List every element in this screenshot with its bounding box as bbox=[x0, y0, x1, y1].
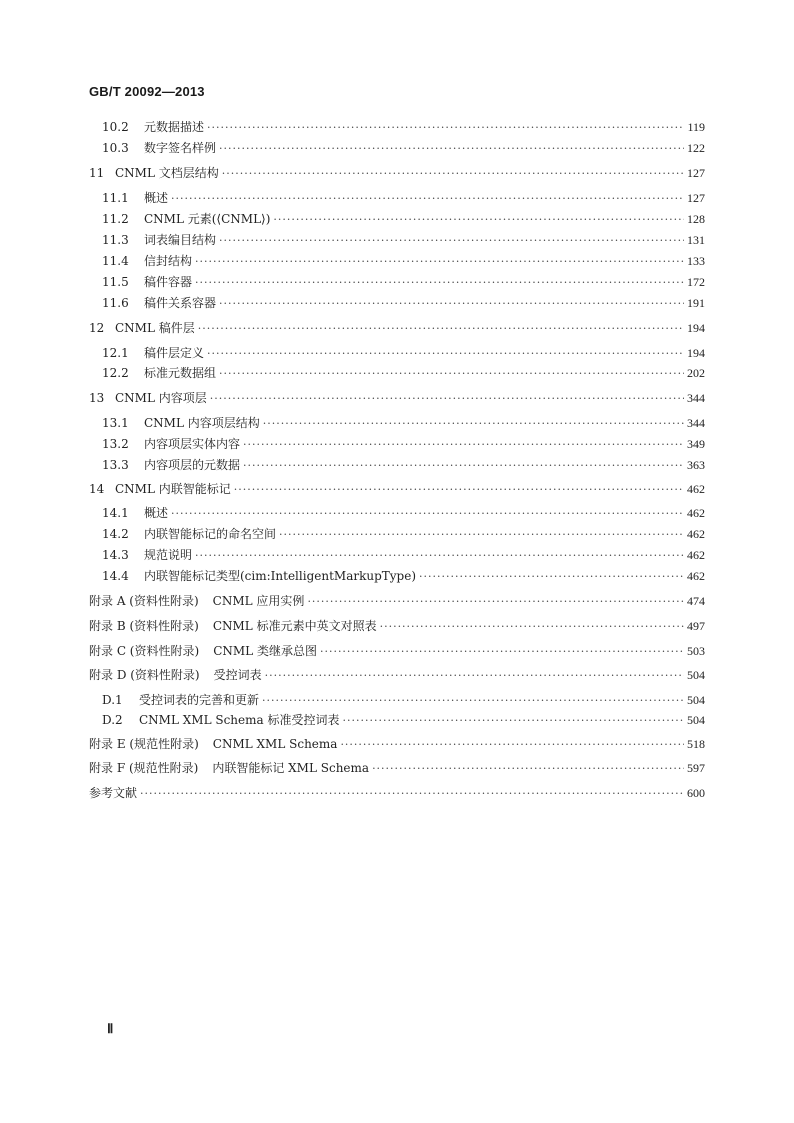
dot-leader bbox=[198, 320, 684, 338]
toc-entry-title: CNML 应用实例 bbox=[212, 594, 305, 608]
toc-entry-title: CNML 标准元素中英文对照表 bbox=[212, 619, 377, 633]
dot-leader bbox=[207, 119, 684, 137]
toc-entry-title: CNML 内联智能标记 bbox=[115, 482, 231, 496]
dot-leader bbox=[243, 436, 684, 454]
toc-entry-title: 内容项层的元数据 bbox=[144, 458, 241, 472]
toc-entry-title: CNML 内容项层 bbox=[115, 391, 207, 405]
toc-entry-title: 数字签名样例 bbox=[144, 141, 217, 155]
toc-entry-number: 14.4 bbox=[102, 569, 129, 583]
dot-leader bbox=[265, 667, 684, 685]
toc-entry-number: 11.3 bbox=[102, 233, 129, 247]
toc-entry-title: CNML 文档层结构 bbox=[115, 166, 219, 180]
toc-entry-page: 462 bbox=[687, 548, 705, 562]
toc-entry-title: 内联智能标记 XML Schema bbox=[212, 761, 370, 775]
toc-entry bbox=[89, 504, 705, 522]
dot-leader bbox=[307, 593, 684, 611]
dot-leader bbox=[419, 568, 684, 586]
dot-leader bbox=[343, 712, 685, 730]
toc-entry-page: 504 bbox=[687, 668, 705, 682]
toc-entry bbox=[89, 164, 705, 182]
toc-entry bbox=[89, 525, 705, 543]
toc-entry bbox=[89, 319, 705, 337]
toc-entry-page: 122 bbox=[687, 141, 705, 155]
dot-leader bbox=[210, 390, 684, 408]
toc-entry-title: 稿件关系容器 bbox=[144, 296, 217, 310]
toc-entry-title: CNML 稿件层 bbox=[115, 321, 195, 335]
toc-entry-number: 13.3 bbox=[102, 458, 129, 472]
toc-entry-page: 128 bbox=[687, 212, 705, 226]
toc-entry-page: 363 bbox=[687, 458, 705, 472]
dot-leader bbox=[234, 481, 684, 499]
toc-entry bbox=[89, 231, 705, 249]
toc-entry bbox=[89, 784, 705, 802]
toc-entry-number: 附录 A (资料性附录) bbox=[89, 594, 199, 608]
toc-entry bbox=[89, 480, 705, 498]
toc-entry-page: 597 bbox=[687, 761, 705, 775]
dot-leader bbox=[207, 345, 684, 363]
toc-entry-number: 附录 F (规范性附录) bbox=[89, 761, 199, 775]
toc-entry bbox=[89, 456, 705, 474]
toc-entry-page: 191 bbox=[687, 296, 705, 310]
dot-leader bbox=[372, 760, 684, 778]
toc-entry-title: 概述 bbox=[144, 506, 169, 520]
toc-entry-number: 10.2 bbox=[102, 120, 129, 134]
toc-entry-page: 504 bbox=[687, 713, 705, 727]
toc-entry-number: D.1 bbox=[102, 693, 123, 707]
toc-entry-page: 202 bbox=[687, 366, 705, 380]
toc-entry-page: 127 bbox=[687, 191, 705, 205]
toc-entry bbox=[89, 642, 705, 660]
dot-leader bbox=[219, 365, 684, 383]
toc-entry-page: 504 bbox=[687, 693, 705, 707]
toc-entry-number: 附录 B (资料性附录) bbox=[89, 619, 199, 633]
toc-entry-page: 349 bbox=[687, 437, 705, 451]
toc-entry-title: 内容项层实体内容 bbox=[144, 437, 241, 451]
toc-entry-number: 附录 C (资料性附录) bbox=[89, 644, 200, 658]
dot-leader bbox=[279, 526, 684, 544]
toc-entry-number: 11 bbox=[89, 166, 105, 180]
toc-entry bbox=[89, 139, 705, 157]
toc-entry bbox=[89, 252, 705, 270]
dot-leader bbox=[320, 643, 684, 661]
toc-entry bbox=[89, 711, 705, 729]
toc-entry bbox=[89, 344, 705, 362]
toc-entry-title: CNML 元素(⟨CNML⟩) bbox=[144, 212, 271, 226]
toc-entry-number: 10.3 bbox=[102, 141, 129, 155]
toc-entry-page: 600 bbox=[687, 786, 705, 800]
dot-leader bbox=[219, 232, 684, 250]
dot-leader bbox=[263, 415, 684, 433]
toc-entry-number: 附录 E (规范性附录) bbox=[89, 737, 199, 751]
toc-entry-title: 稿件容器 bbox=[144, 275, 193, 289]
toc-entry-number: 14.1 bbox=[102, 506, 129, 520]
toc-entry-page: 194 bbox=[687, 321, 705, 335]
toc-entry-title: 词表编目结构 bbox=[144, 233, 217, 247]
toc-entry-number: 12.2 bbox=[102, 366, 129, 380]
dot-leader bbox=[219, 295, 684, 313]
toc-entry-title: CNML 内容项层结构 bbox=[144, 416, 260, 430]
toc-entry-number: 13.2 bbox=[102, 437, 129, 451]
toc-entry-number: 14.2 bbox=[102, 527, 129, 541]
toc-entry bbox=[89, 210, 705, 228]
toc-entry-title: 受控词表 bbox=[213, 668, 262, 682]
dot-leader bbox=[219, 140, 684, 158]
toc-entry-title: 参考文献 bbox=[89, 786, 138, 800]
toc-entry-title: 内联智能标记类型(cim:IntelligentMarkupType) bbox=[144, 569, 417, 583]
toc-entry bbox=[89, 364, 705, 382]
toc-entry-title: 稿件层定义 bbox=[144, 346, 205, 360]
toc-entry-page: 503 bbox=[687, 644, 705, 658]
toc-entry-page: 462 bbox=[687, 482, 705, 496]
toc-entry bbox=[89, 273, 705, 291]
toc-entry-number: 11.5 bbox=[102, 275, 129, 289]
toc-entry-title: 概述 bbox=[144, 191, 169, 205]
dot-leader bbox=[171, 505, 684, 523]
toc-entry-title: 规范说明 bbox=[144, 548, 193, 562]
standard-id-header: GB/T 20092—2013 bbox=[89, 84, 205, 99]
toc-entry-page: 344 bbox=[687, 391, 705, 405]
toc-entry-page: 133 bbox=[687, 254, 705, 268]
toc-entry-page: 497 bbox=[687, 619, 705, 633]
toc-entry-title: 信封结构 bbox=[144, 254, 193, 268]
toc-entry bbox=[89, 546, 705, 564]
toc-entry-page: 474 bbox=[687, 594, 705, 608]
toc-entry-title: CNML XML Schema 标准受控词表 bbox=[139, 713, 340, 727]
dot-leader bbox=[140, 785, 684, 803]
toc-entry-number: 11.6 bbox=[102, 296, 129, 310]
toc-entry bbox=[89, 617, 705, 635]
toc-entry-number: 11.1 bbox=[102, 191, 129, 205]
toc-entry-number: 附录 D (资料性附录) bbox=[89, 668, 200, 682]
toc-entry-page: 194 bbox=[687, 346, 705, 360]
toc-entry bbox=[89, 691, 705, 709]
toc-entry-page: 462 bbox=[687, 506, 705, 520]
toc-entry bbox=[89, 389, 705, 407]
toc-entry bbox=[89, 294, 705, 312]
dot-leader bbox=[262, 692, 684, 710]
toc-entry-number: 12.1 bbox=[102, 346, 129, 360]
dot-leader bbox=[380, 618, 684, 636]
toc-entry-number: D.2 bbox=[102, 713, 123, 727]
toc-entry bbox=[89, 414, 705, 432]
dot-leader bbox=[195, 274, 684, 292]
dot-leader bbox=[195, 547, 684, 565]
toc-entry bbox=[89, 189, 705, 207]
dot-leader bbox=[195, 253, 684, 271]
toc-entry-page: 518 bbox=[687, 737, 705, 751]
toc-entry-page: 131 bbox=[687, 233, 705, 247]
toc-entry bbox=[89, 567, 705, 585]
toc-entry-number: 14 bbox=[89, 482, 105, 496]
toc-entry-number: 13 bbox=[89, 391, 105, 405]
toc-entry bbox=[89, 666, 705, 684]
toc-entry-number: 11.2 bbox=[102, 212, 129, 226]
toc-entry-page: 462 bbox=[687, 569, 705, 583]
toc-entry-number: 14.3 bbox=[102, 548, 129, 562]
dot-leader bbox=[273, 211, 684, 229]
toc-entry-number: 12 bbox=[89, 321, 105, 335]
toc-entry-title: 受控词表的完善和更新 bbox=[139, 693, 260, 707]
dot-leader bbox=[243, 457, 684, 475]
toc-entry-title: 元数据描述 bbox=[144, 120, 205, 134]
dot-leader bbox=[171, 190, 684, 208]
toc-entry bbox=[89, 435, 705, 453]
toc-entry-page: 119 bbox=[687, 120, 705, 134]
toc-entry-title: 标准元数据组 bbox=[144, 366, 217, 380]
toc-entry-page: 462 bbox=[687, 527, 705, 541]
toc-entry-title: CNML 类继承总图 bbox=[213, 644, 317, 658]
toc-entry bbox=[89, 759, 705, 777]
toc-entry-title: CNML XML Schema bbox=[212, 737, 338, 751]
toc-entry-page: 127 bbox=[687, 166, 705, 180]
toc-entry bbox=[89, 118, 705, 136]
toc-entry-number: 11.4 bbox=[102, 254, 129, 268]
toc-entry bbox=[89, 735, 705, 753]
toc-entry-page: 172 bbox=[687, 275, 705, 289]
page-number: Ⅱ bbox=[107, 1021, 114, 1036]
dot-leader bbox=[222, 165, 684, 183]
toc-entry-title: 内联智能标记的命名空间 bbox=[144, 527, 277, 541]
toc-entry bbox=[89, 592, 705, 610]
toc-entry-page: 344 bbox=[687, 416, 705, 430]
toc-entry-number: 13.1 bbox=[102, 416, 129, 430]
dot-leader bbox=[340, 736, 684, 754]
